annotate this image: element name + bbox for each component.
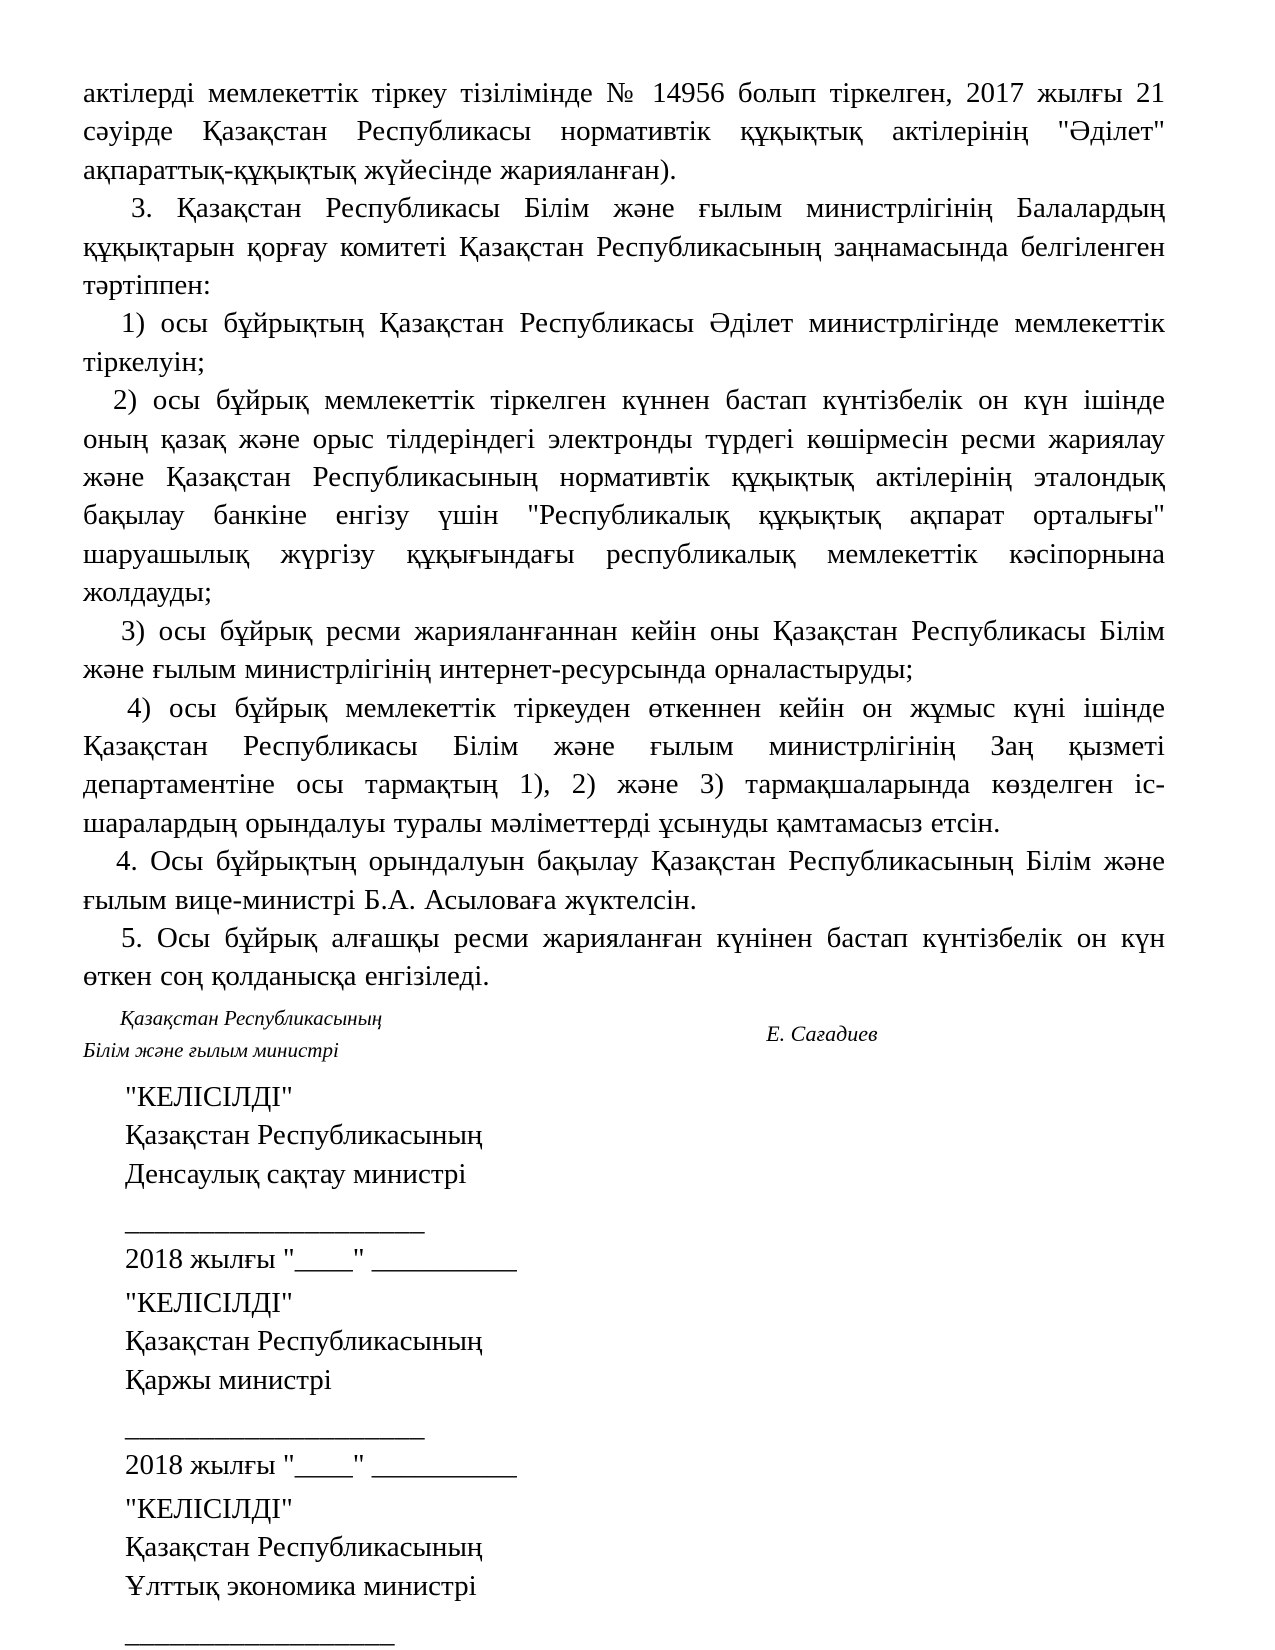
paragraph-subpoint-1: 1) осы бұйрықтың Қазақстан Республикасы Әділет министрлігінде мемлекеттік тіркелуін; — [83, 307, 1165, 378]
approval-block-health-minister — [125, 1078, 1165, 1279]
approval-label: "КЕЛІСІЛДІ" — [125, 1492, 293, 1525]
approval-org: Қазақстан Республикасының — [125, 1119, 483, 1152]
paragraph-point-3: 3. Қазақстан Республикасы Білім және ғылым министрлігінің Балалардың құқықтарын қорғау комитеті Қазақстан Республикасының заңнамасында белгіленген тәртіппен: — [83, 192, 1165, 302]
approval-minister: Денсаулық сақтау министрі — [125, 1157, 467, 1190]
approval-label: "КЕЛІСІЛДІ" — [125, 1286, 293, 1319]
signatory-name: Е. Сағадиев — [766, 1020, 878, 1046]
signatory-title — [83, 1002, 382, 1066]
approval-block-finance-minister — [125, 1284, 1165, 1485]
approval-signature-line: ____________________ — [125, 1411, 425, 1443]
approval-label: "КЕЛІСІЛДІ" — [125, 1080, 293, 1113]
approval-minister: Ұлттық экономика министрі — [125, 1569, 477, 1602]
paragraph-subpoint-2: 2) осы бұйрық мемлекеттік тіркелген күннен бастап күнтізбелік он күн ішінде оның қазақ және орыс тілдеріндегі электронды түрдегі көшірмесін ресми жариялау және Қазақстан Республикасының нормативтік құқықтық актілерінің эталондық бақылау банкіне енгізу үшін "Республикалық құқықтық ақпарат орталығы" шаруашылық жүргізу құқығындағы республикалық мемлекеттік кәсіпорнына жолдауды; — [83, 384, 1165, 609]
paragraph-registration-note: актілерді мемлекеттік тіркеу тізілімінде № 14956 болып тіркелген, 2017 жылғы 21 сәуірде Қазақстан Республикасы нормативтік құқықтық актілерінің "Әділет" ақпараттық-құқықтық жүйесінде жарияланған). — [83, 77, 1165, 186]
approval-org: Қазақстан Республикасының — [125, 1531, 483, 1564]
approval-signature-line: __________________ — [125, 1617, 395, 1650]
approval-date-line: 2018 жылғы "____" __________ — [125, 1243, 517, 1276]
paragraph-subpoint-3: 3) осы бұйрық ресми жарияланғаннан кейін оны Қазақстан Республикасы Білім және ғылым министрлігінің интернет-ресурсында орналастыруды; — [83, 614, 1165, 686]
signatory-org-line: Қазақстан Республикасының — [120, 1005, 383, 1030]
signature-block — [83, 1002, 1165, 1066]
signatory-position-line: Білім және ғылым министрі — [83, 1037, 339, 1062]
approval-signature-line: ____________________ — [125, 1204, 425, 1237]
paragraph-point-4: 4. Осы бұйрықтың орындалуын бақылау Қазақстан Республикасының Білім және ғылым вице-министрі Б.А. Асыловаға жүктелсін. — [83, 845, 1165, 916]
paragraph-subpoint-4: 4) осы бұйрық мемлекеттік тіркеуден өткеннен кейін он жұмыс күні ішінде Қазақстан Республикасы Білім және ғылым министрлігінің Заң қызметі департаментіне осы тармақтың 1), 2) және 3) тармақшаларында көзделген іс-шаралардың орындалуы туралы мәліметтерді ұсынуды қамтамасыз етсін. — [83, 691, 1165, 839]
approval-date-line: 2018 жылғы "____" __________ — [125, 1449, 517, 1482]
approvals-section — [83, 1078, 1165, 1650]
paragraph-point-5: 5. Осы бұйрық алғашқы ресми жарияланған күнінен бастап күнтізбелік он күн өткен соң қолданысқа енгізіледі. — [83, 921, 1165, 993]
approval-block-national-economy-minister — [125, 1490, 1165, 1650]
order-body — [83, 74, 1165, 996]
approval-org: Қазақстан Республикасының — [125, 1325, 483, 1358]
approval-minister: Қаржы министрі — [125, 1363, 332, 1396]
